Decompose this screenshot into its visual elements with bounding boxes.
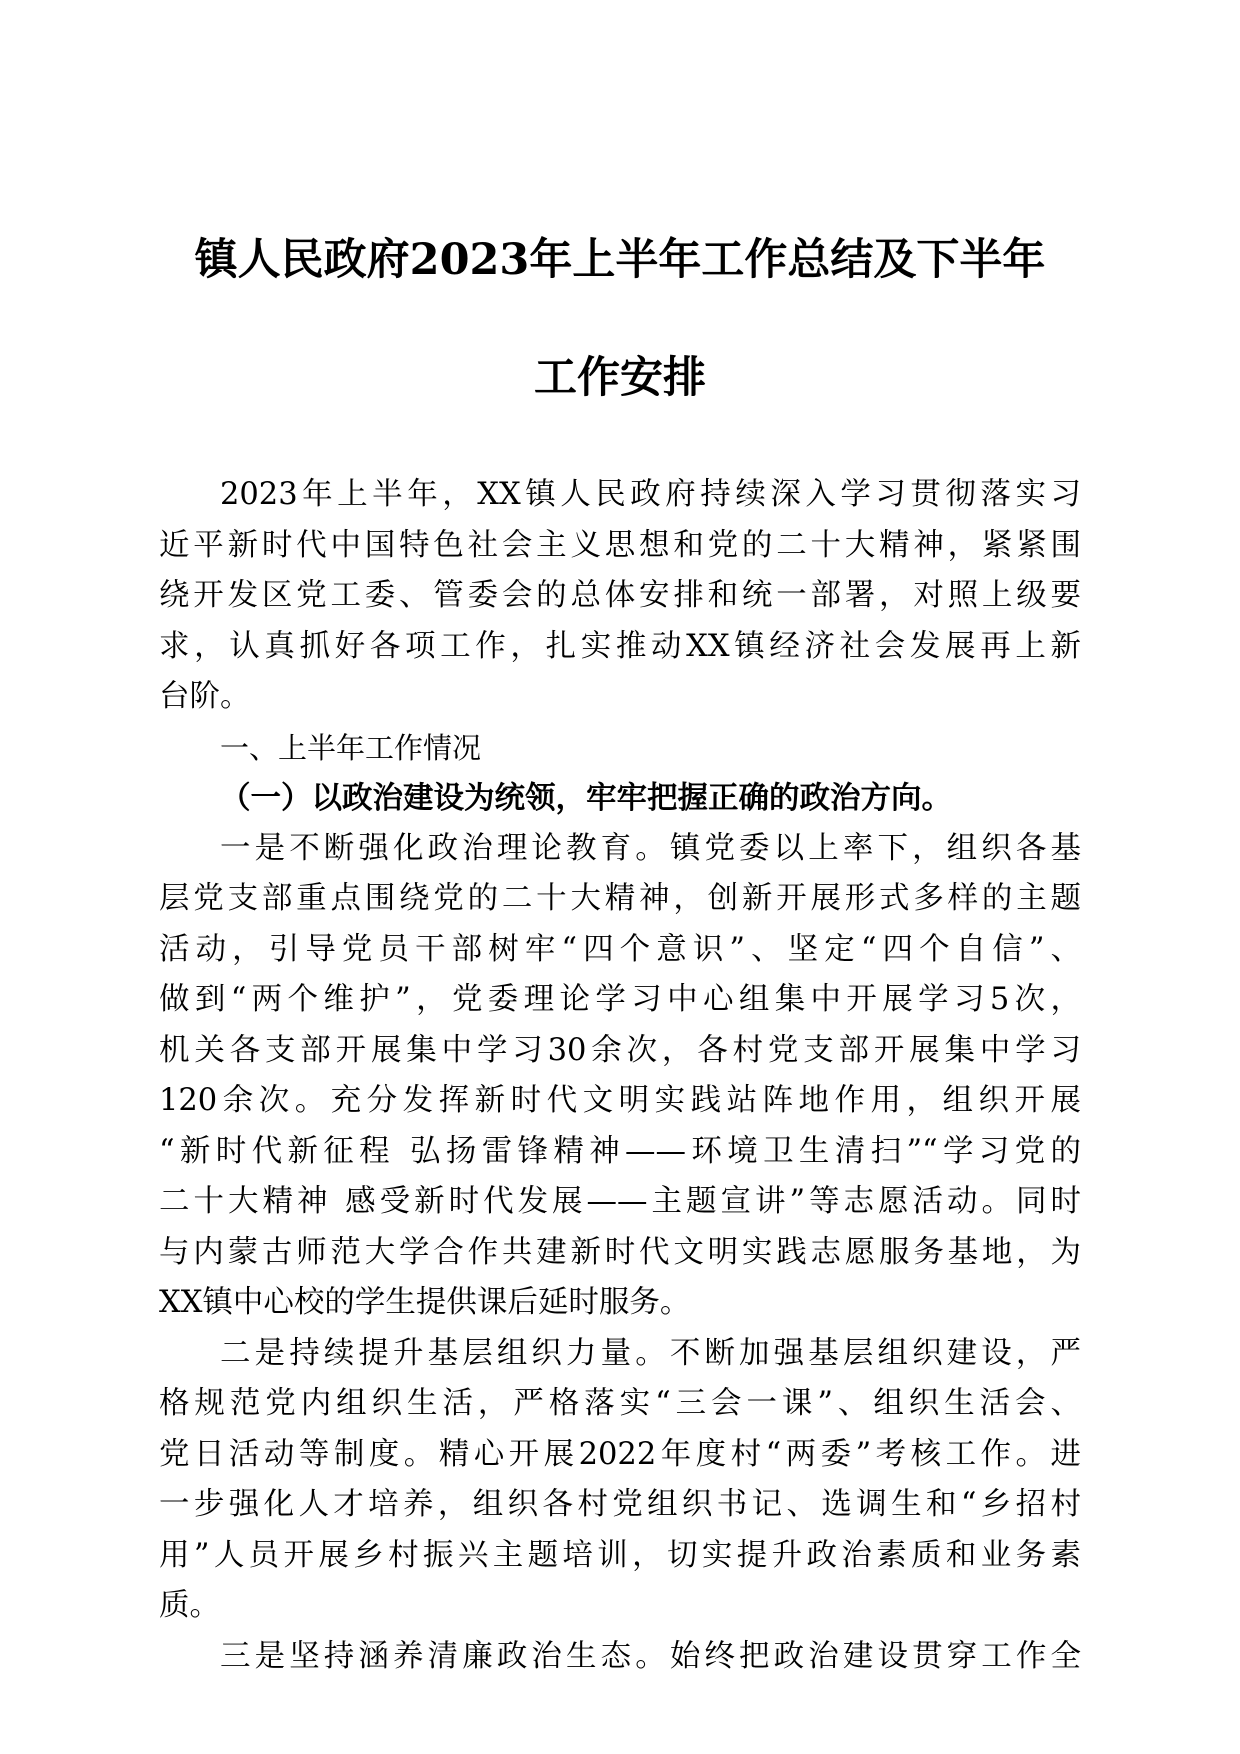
body-line: 120余次。充分发挥新时代文明实践站阵地作用，组织开展: [159, 1083, 1081, 1118]
document-body: [159, 470, 1081, 1682]
body-line: 党日活动等制度。精心开展2022年度村“两委”考核工作。进: [159, 1436, 1081, 1472]
body-line: （一）以政治建设为统领，牢牢把握正确的政治方向。: [220, 780, 952, 816]
body-line: 机关各支部开展集中学习30余次，各村党支部开展集中学习: [159, 1032, 1081, 1068]
body-line: 一是不断强化政治理论教育。镇党委以上率下，组织各基: [220, 830, 1081, 866]
body-line: 二十大精神 感受新时代发展——主题宣讲”等志愿活动。同时: [159, 1184, 1081, 1219]
body-line: 求，认真抓好各项工作，扎实推动XX镇经济社会发展再上新: [159, 628, 1081, 664]
body-line: 质。: [159, 1588, 220, 1623]
body-line: 二是持续提升基层组织力量。不断加强基层组织建设，严: [220, 1335, 1081, 1371]
body-line: 做到“两个维护”，党委理论学习中心组集中开展学习5次，: [159, 982, 1081, 1017]
body-line: 用”人员开展乡村振兴主题培训，切实提升政治素质和业务素: [159, 1537, 1081, 1573]
body-line: 层党支部重点围绕党的二十大精神，创新开展形式多样的主题: [159, 881, 1081, 916]
body-line: XX镇中心校的学生提供课后延时服务。: [159, 1285, 691, 1320]
body-line: 格规范党内组织生活，严格落实“三会一课”、组织生活会、: [159, 1386, 1081, 1421]
body-line: 绕开发区党工委、管委会的总体安排和统一部署，对照上级要: [159, 578, 1081, 613]
body-line: 三是坚持涵养清廉政治生态。始终把政治建设贯穿工作全: [220, 1638, 1081, 1674]
document-title-line-1: 镇人民政府2023年上半年工作总结及下半年: [194, 235, 1046, 285]
body-line: “新时代新征程 弘扬雷锋精神——环境卫生清扫”“学习党的: [159, 1133, 1081, 1169]
document-title-line-2: 工作安排: [534, 353, 706, 403]
body-line: 近平新时代中国特色社会主义思想和党的二十大精神，紧紧围: [159, 527, 1081, 563]
body-line: 2023年上半年，XX镇人民政府持续深入学习贯彻落实习: [220, 477, 1081, 512]
body-line: 与内蒙古师范大学合作共建新时代文明实践志愿服务基地，为: [159, 1234, 1081, 1270]
body-line: 一步强化人才培养，组织各村党组织书记、选调生和“乡招村: [159, 1487, 1081, 1522]
body-line: 一、上半年工作情况: [220, 730, 482, 765]
body-line: 活动，引导党员干部树牢“四个意识”、坚定“四个自信”、: [159, 931, 1081, 967]
body-line: 台阶。: [159, 679, 251, 714]
